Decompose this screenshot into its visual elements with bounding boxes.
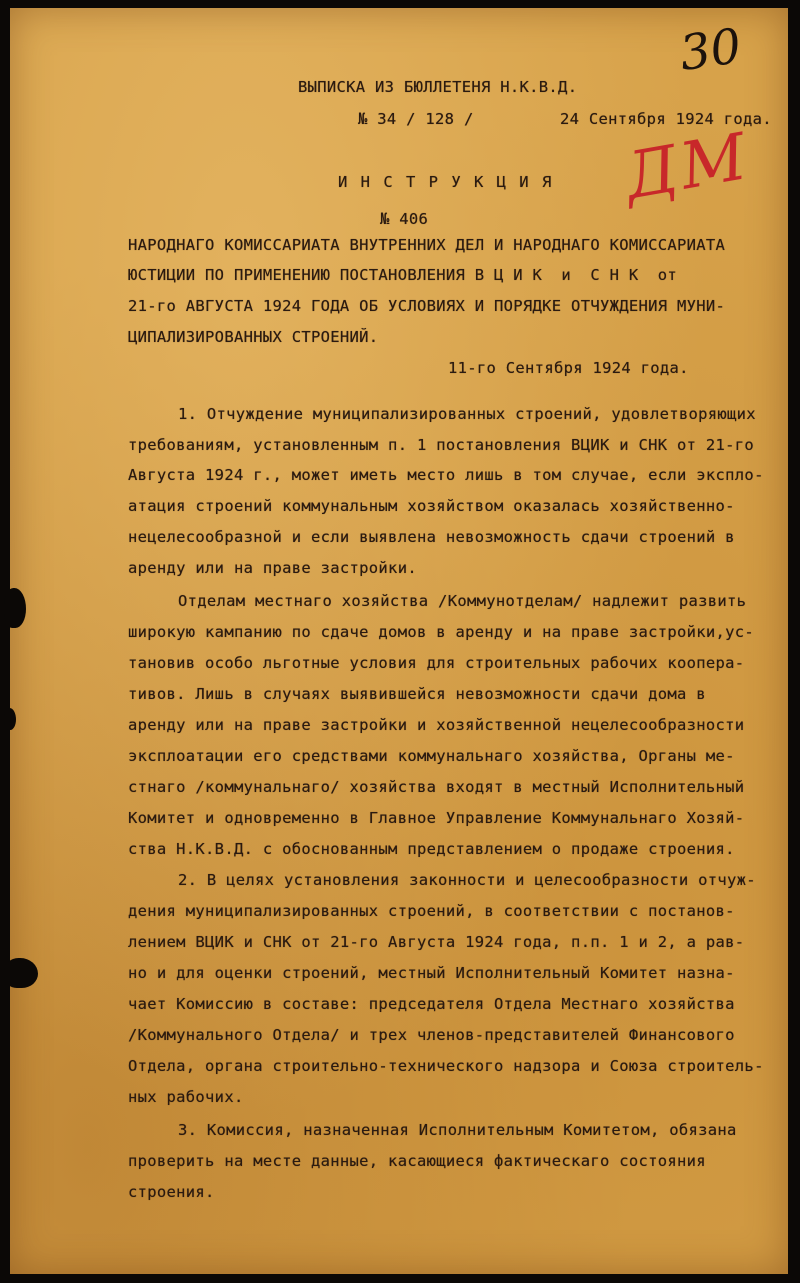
heading-line: ЮСТИЦИИ ПО ПРИМЕНЕНИЮ ПОСТАНОВЛЕНИЯ В Ц И К и С Н К от (128, 266, 678, 284)
body-line: строения. (128, 1183, 215, 1201)
body-line: 1. Отчуждение муниципализированных строений, удовлетворяющих (178, 405, 756, 423)
heading-line: ЦИПАЛИЗИРОВАННЫХ СТРОЕНИЙ. (128, 328, 379, 346)
body-line: атация строений коммунальным хозяйством оказалась хозяйственно- (128, 497, 735, 515)
body-line: лением ВЦИК и СНК от 21-го Августа 1924 года, п.п. 1 и 2, а рав- (128, 933, 745, 951)
body-line: нецелесообразной и если выявлена невозможность сдачи строений в (128, 528, 735, 546)
body-line: тановив особо льготные условия для строительных рабочих коопера- (128, 654, 745, 672)
body-line: аренду или на праве застройки. (128, 559, 417, 577)
page-number: 30 (676, 18, 745, 82)
heading-line: НАРОДНАГО КОМИССАРИАТА ВНУТРЕННИХ ДЕЛ И НАРОДНАГО КОМИССАРИАТА (128, 236, 726, 254)
page-edge-damage (4, 588, 26, 628)
body-line: стнаго /коммунальнаго/ хозяйства входят в местный Исполнительный (128, 778, 745, 796)
instruction-number: № 406 (380, 210, 429, 228)
body-line: тивов. Лишь в случаях выявившейся невозможности сдачи дома в (128, 685, 706, 703)
body-line: дения муниципализированных строений, в соответствии с постанов- (128, 902, 735, 920)
body-line: широкую кампанию по сдаче домов в аренду и на праве застройки,ус- (128, 623, 755, 641)
body-line: проверить на месте данные, касающиеся фактическаго состояния (128, 1152, 706, 1170)
extract-title: ВЫПИСКА ИЗ БЮЛЛЕТЕНЯ Н.К.В.Д. (298, 78, 578, 96)
red-ink-mark: ДМ (619, 119, 757, 215)
body-line: чает Комиссию в составе: председателя Отдела Местнаго хозяйства (128, 995, 735, 1013)
page-edge-damage (4, 708, 16, 730)
body-line: требованиям, установленным п. 1 постановления ВЦИК и СНК от 21-го (128, 436, 755, 454)
body-line: ства Н.К.В.Д. с обоснованным представлением о продаже строения. (128, 840, 735, 858)
body-line: Отдела, органа строительно-технического надзора и Союза строитель- (128, 1057, 764, 1075)
issue-number: № 34 / 128 / (358, 110, 474, 128)
page-edge-damage (4, 958, 38, 988)
heading-line: 21-го АВГУСТА 1924 ГОДА ОБ УСЛОВИЯХ И ПОРЯДКЕ ОТЧУЖДЕНИЯ МУНИ- (128, 297, 726, 315)
body-line: аренду или на праве застройки и хозяйственной нецелесообразности (128, 716, 745, 734)
body-line: Отделам местнаго хозяйства /Коммунотделам/ надлежит развить (178, 592, 747, 610)
body-line: /Коммунального Отдела/ и трех членов-представителей Финансового (128, 1026, 735, 1044)
body-line: Комитет и одновременно в Главное Управление Коммунальнаго Хозяй- (128, 809, 745, 827)
instruction-title: И Н С Т Р У К Ц И Я (338, 173, 554, 191)
body-line: эксплоатации его средствами коммунальнаго хозяйства, Органы ме- (128, 747, 735, 765)
instruction-date: 11-го Сентября 1924 года. (448, 359, 689, 377)
body-line: 3. Комиссия, назначенная Исполнительным Комитетом, обязана (178, 1121, 737, 1139)
issue-date: 24 Сентября 1924 года. (560, 110, 772, 128)
body-line: но и для оценки строений, местный Исполнительный Комитет назна- (128, 964, 735, 982)
body-line: Августа 1924 г., может иметь место лишь в том случае, если экспло- (128, 466, 764, 484)
body-line: ных рабочих. (128, 1088, 244, 1106)
body-line: 2. В целях установления законности и целесообразности отчуж- (178, 871, 756, 889)
